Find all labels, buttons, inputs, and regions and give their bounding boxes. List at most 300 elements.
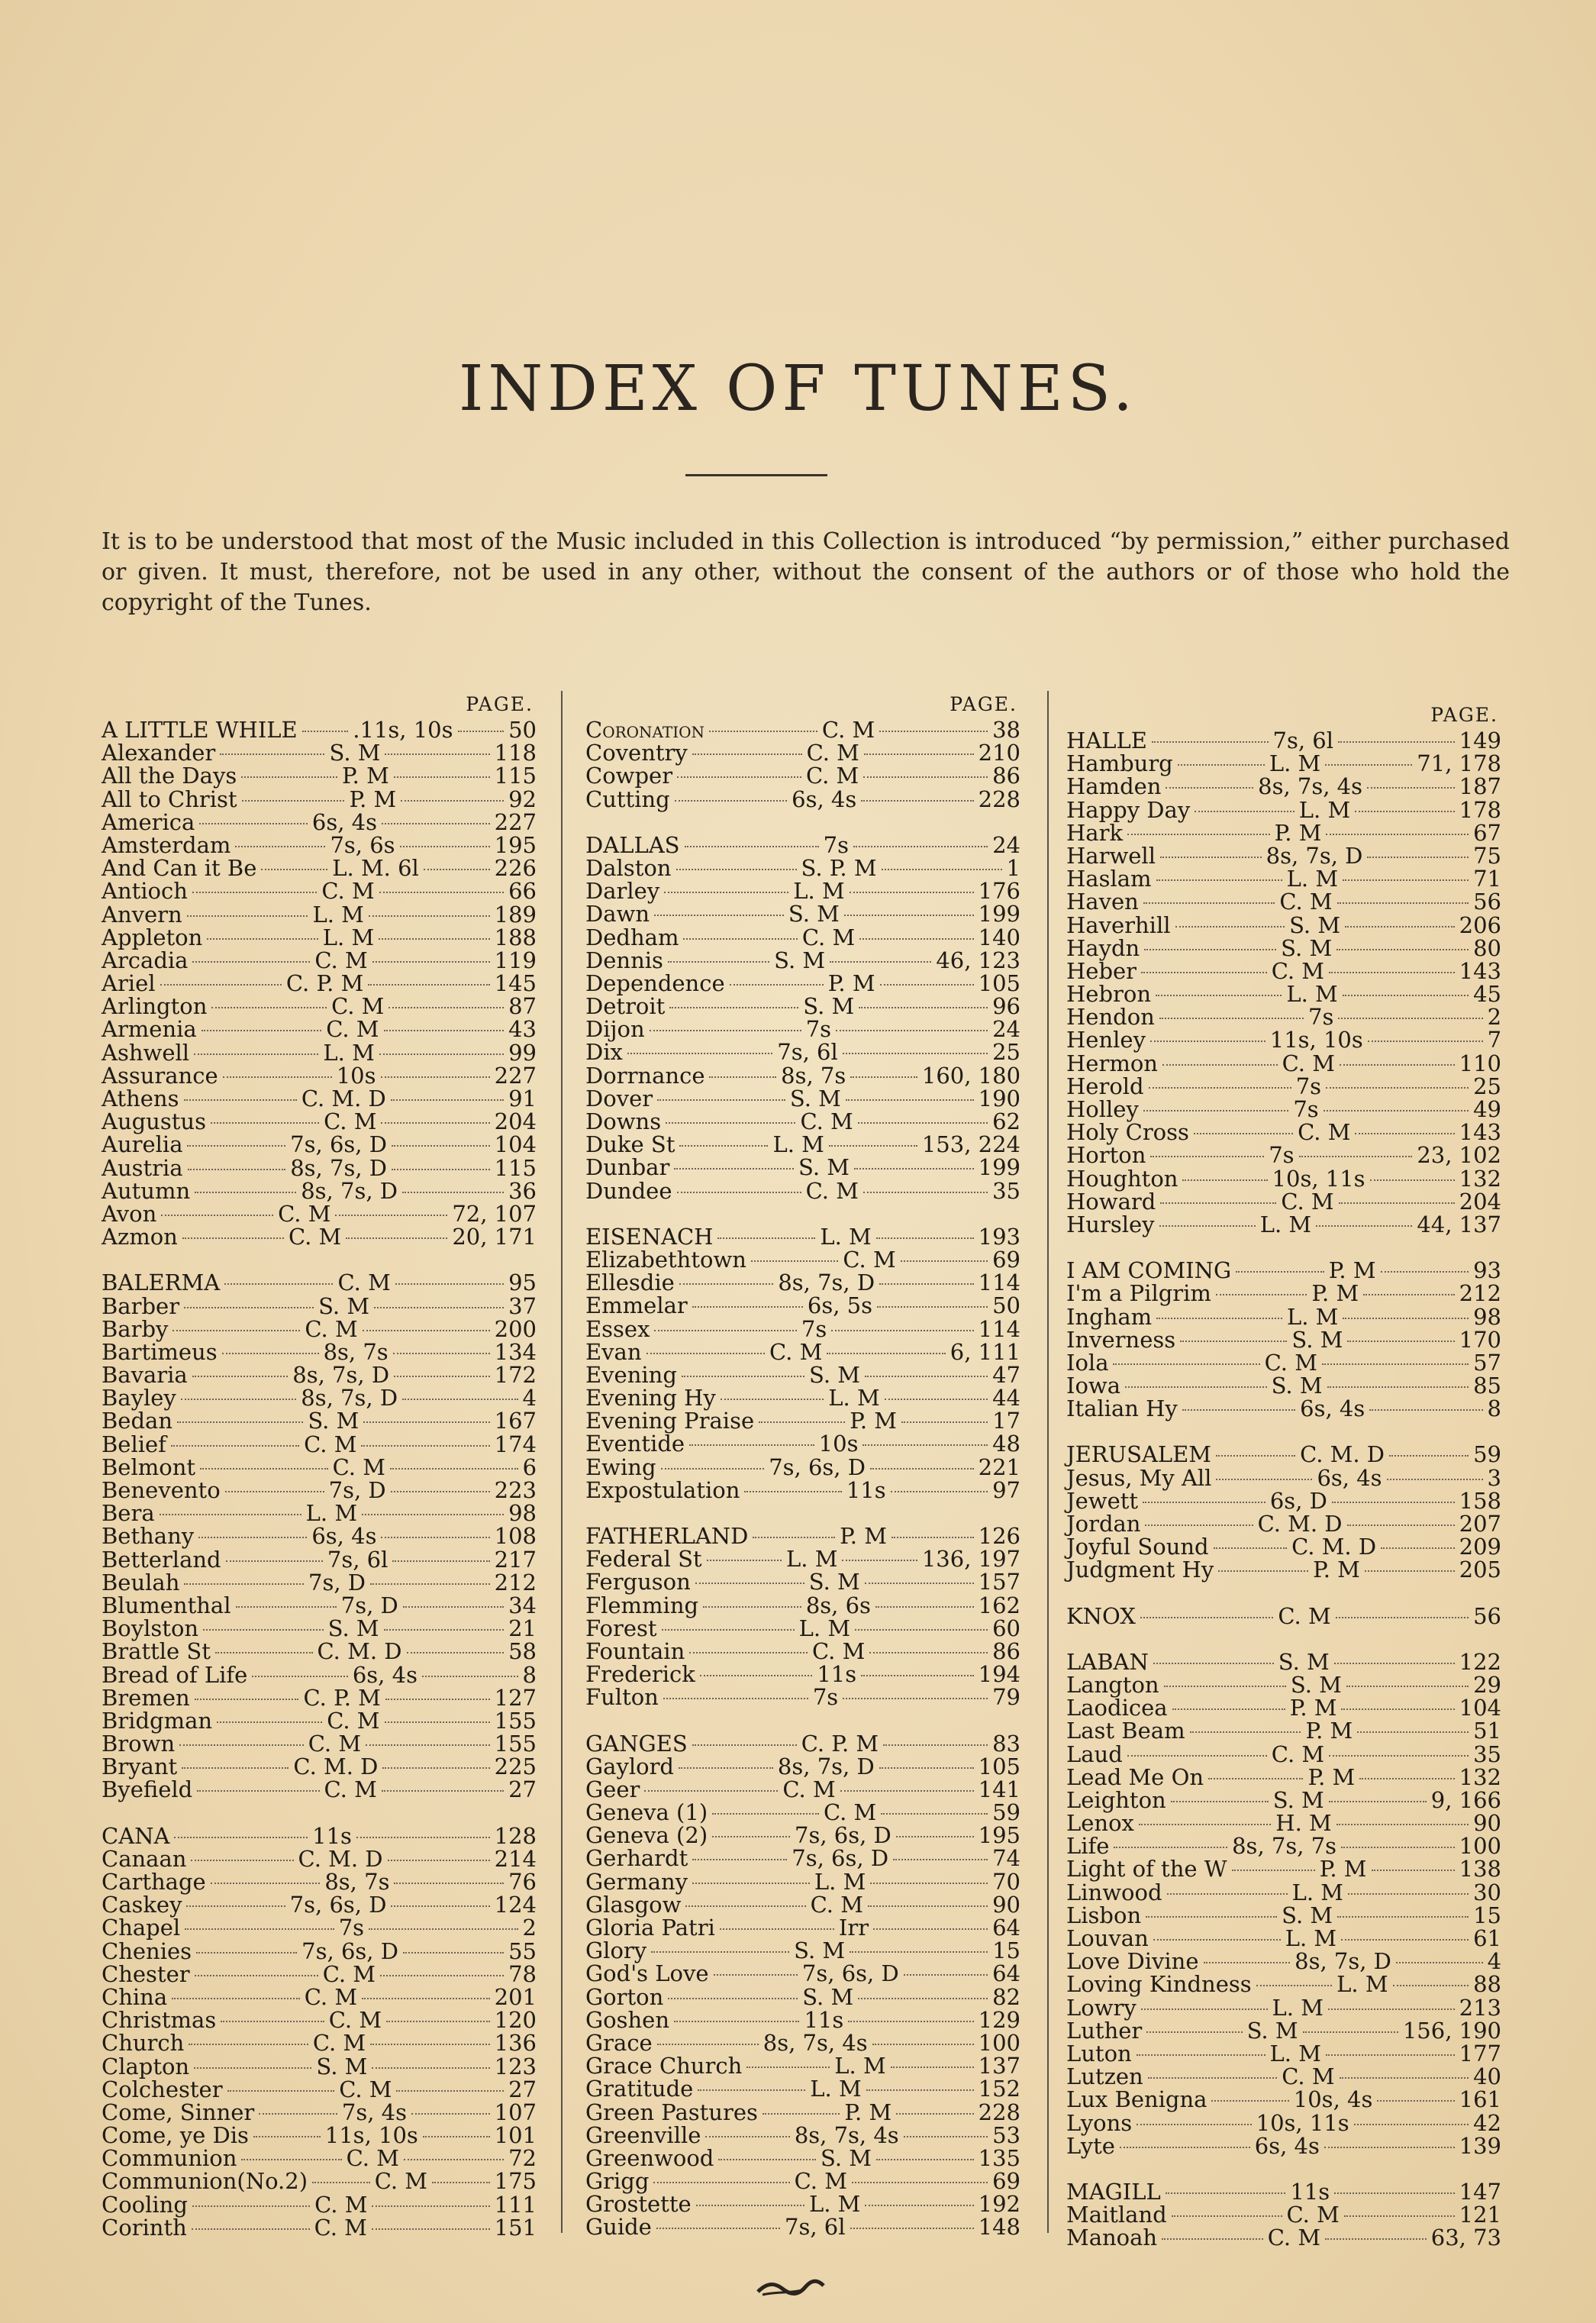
dot-leader: [1156, 1318, 1282, 1319]
tune-page: 1: [1006, 854, 1020, 881]
tune-entry: [585, 926, 1020, 949]
tune-name: Linwood: [1066, 1879, 1162, 1905]
dot-leader: [893, 1859, 988, 1860]
tune-meter: C. M: [324, 1108, 377, 1135]
tune-meter: S. M: [327, 1615, 379, 1642]
tune-meter: P. M: [349, 786, 397, 812]
tune-page: 27: [508, 2076, 537, 2102]
tune-entry: [1066, 1602, 1501, 1629]
dot-leader: [312, 2182, 370, 2183]
dot-leader: [1343, 995, 1469, 996]
tune-name: Gerhardt: [585, 1845, 688, 1872]
tune-entry: [102, 1110, 537, 1133]
dot-leader: [1152, 741, 1269, 743]
group-gap: [102, 1248, 537, 1271]
dot-leader: [177, 1421, 303, 1423]
dot-leader: [200, 1468, 328, 1470]
dot-leader: [181, 1399, 296, 1400]
dot-leader: [1113, 1363, 1259, 1365]
dot-leader: [192, 892, 317, 893]
tune-page: 157: [978, 1569, 1020, 1595]
tune-entry: [102, 1523, 537, 1550]
tune-page: 172: [494, 1362, 537, 1389]
tune-meter: 7s: [801, 1315, 827, 1342]
dot-leader: [374, 1307, 504, 1308]
tune-meter: L. M: [312, 901, 364, 928]
tune-meter: L. M: [834, 2053, 886, 2079]
tune-meter: P. M: [1274, 819, 1322, 846]
dot-leader: [705, 2136, 789, 2137]
dot-leader: [718, 2159, 816, 2160]
tune-entry: [1066, 2203, 1501, 2226]
tune-name: EISENACH: [585, 1223, 714, 1250]
tune-entry: [102, 1225, 537, 1248]
tune-meter: 10s: [336, 1062, 376, 1089]
tune-entry: [585, 1962, 1020, 1985]
tune-meter: L. M: [1269, 2040, 1321, 2067]
tune-meter: C. M: [346, 2145, 399, 2172]
tune-entry: [585, 1570, 1020, 1593]
tune-meter: 6s, 4s: [1317, 1464, 1382, 1491]
tune-meter: C. M: [823, 1799, 877, 1826]
dot-leader: [870, 1468, 974, 1470]
dot-leader: [400, 846, 490, 847]
dot-leader: [363, 1330, 490, 1331]
dot-leader: [836, 1030, 988, 1031]
dot-leader: [382, 1790, 504, 1792]
tune-page: 140: [978, 924, 1021, 950]
dot-leader: [372, 2205, 489, 2207]
tune-entry: [102, 995, 537, 1018]
tune-meter: 8s, 7s, D: [292, 1362, 390, 1389]
tune-meter: 7s, 6l: [327, 1546, 389, 1573]
tune-page: 86: [992, 763, 1021, 789]
dot-leader: [846, 1099, 974, 1101]
tune-meter: 10s: [818, 1431, 859, 1457]
dot-leader: [384, 1030, 505, 1031]
tune-entry: [1066, 890, 1501, 913]
tune-entry: [1066, 1558, 1501, 1581]
dot-leader: [227, 2090, 335, 2092]
tune-entry: [585, 1453, 1021, 1480]
tune-entry: [585, 1546, 1020, 1573]
dot-leader: [184, 1099, 297, 1101]
dot-leader: [192, 2205, 310, 2207]
tune-entry: [102, 1571, 537, 1594]
tune-meter: 7s: [805, 1016, 832, 1043]
tune-entry: [585, 1156, 1020, 1179]
dot-leader: [668, 961, 769, 963]
tune-entry: [585, 2031, 1020, 2054]
tune-entry: [1066, 2226, 1501, 2249]
tune-meter: P. M: [1307, 1763, 1356, 1790]
dot-leader: [865, 2205, 973, 2206]
tune-name: Gratitude: [585, 2076, 694, 2102]
tune-meter: S. M: [809, 1361, 860, 1388]
tune-page: 35: [1473, 1741, 1501, 1767]
tune-name: Joyful Sound: [1066, 1534, 1209, 1560]
tune-entry: [1066, 1075, 1501, 1098]
dot-leader: [651, 1951, 789, 1953]
tune-page: 46, 123: [936, 947, 1021, 973]
tune-page: 176: [978, 878, 1021, 905]
tune-meter: C. M: [805, 763, 859, 789]
tune-page: 4: [522, 1385, 537, 1412]
dot-leader: [692, 1859, 787, 1860]
dot-leader: [1387, 1479, 1483, 1480]
tune-page: 132: [1459, 1763, 1502, 1790]
dot-leader: [664, 892, 788, 893]
dot-leader: [896, 1836, 974, 1837]
dot-leader: [1167, 1893, 1288, 1895]
tune-page: 87: [508, 993, 537, 1020]
dot-leader: [372, 961, 490, 963]
tune-name: Dix: [585, 1039, 623, 1066]
tune-entry: [1066, 1328, 1501, 1351]
dot-leader: [1325, 764, 1412, 766]
tune-name: Lisbon: [1066, 1902, 1142, 1928]
tune-entry: [1066, 1673, 1501, 1696]
tune-page: 170: [1459, 1326, 1502, 1353]
tune-name: Flemming: [585, 1592, 699, 1618]
tune-entry: [585, 1893, 1020, 1916]
tune-name: Bedan: [102, 1408, 173, 1434]
tune-entry: [1066, 1512, 1501, 1535]
tune-name: Evening Praise: [585, 1408, 755, 1434]
tune-meter: L. M: [1286, 981, 1338, 1008]
dot-leader: [392, 1145, 490, 1147]
dot-leader: [369, 915, 490, 917]
tune-meter: S. M: [1289, 911, 1341, 938]
tune-name: JERUSALEM: [1066, 1441, 1212, 1468]
tune-meter: C. M: [331, 993, 385, 1020]
tune-name: Darley: [585, 878, 660, 905]
dot-leader: [901, 1421, 988, 1423]
dot-leader: [366, 1744, 490, 1746]
dot-leader: [1396, 1962, 1483, 1963]
tune-page: 135: [978, 2144, 1021, 2171]
tune-name: Hamburg: [1066, 750, 1173, 777]
dot-leader: [385, 1699, 490, 1700]
tune-name: Aurelia: [102, 1131, 183, 1158]
dot-leader: [386, 2021, 490, 2022]
dot-leader: [1381, 1271, 1469, 1273]
title-rule: [685, 474, 827, 476]
tune-meter: 6s, 4s: [311, 1523, 377, 1550]
tune-page: 193: [978, 1223, 1020, 1250]
tune-entry: [1066, 1881, 1501, 1904]
tune-meter: S. M: [1246, 2017, 1298, 2044]
tune-name: Langton: [1066, 1671, 1159, 1698]
tune-entry: [102, 1202, 537, 1225]
tune-entry: [102, 1064, 537, 1087]
tune-entry: [102, 1018, 537, 1041]
dot-leader: [411, 2113, 490, 2115]
dot-leader: [391, 1905, 489, 1907]
dot-leader: [669, 1007, 798, 1008]
dot-leader: [1127, 834, 1270, 835]
dot-leader: [1322, 1363, 1469, 1365]
tune-entry: [102, 2055, 537, 2078]
dot-leader: [904, 1974, 988, 1976]
tune-page: 21: [508, 1615, 537, 1642]
dot-leader: [215, 1652, 313, 1654]
tune-name: Arlington: [102, 993, 208, 1020]
tune-meter: 11s: [846, 1476, 886, 1503]
tune-meter: 7s, 6l: [785, 2214, 846, 2241]
tune-meter: 7s: [1308, 1004, 1334, 1031]
dot-leader: [202, 1030, 322, 1031]
tune-entry: [1066, 1397, 1501, 1420]
dot-leader: [302, 731, 349, 732]
dot-leader: [346, 1237, 447, 1239]
tune-meter: .11s, 10s: [353, 717, 453, 743]
dot-leader: [392, 1560, 489, 1562]
tune-name: Elizabethtown: [585, 1246, 746, 1273]
tune-page: 132: [1459, 1165, 1501, 1192]
tune-page: 72, 107: [452, 1200, 537, 1227]
tune-name: Amsterdam: [102, 831, 231, 858]
tune-entry: [585, 2168, 1021, 2195]
tune-meter: 7s, 6s, D: [769, 1453, 866, 1480]
tune-meter: L. M: [786, 1546, 838, 1573]
dot-leader: [875, 1606, 974, 1608]
dot-leader: [662, 1629, 795, 1631]
tune-meter: S. M: [789, 1085, 841, 1111]
dot-leader: [682, 1376, 804, 1377]
dot-leader: [424, 869, 490, 870]
tune-meter: C. M: [843, 1246, 896, 1273]
tune-meter: L. M: [305, 1500, 358, 1527]
dot-leader: [876, 2159, 974, 2160]
tune-name: Dennis: [585, 947, 663, 973]
tune-meter: S. M: [1281, 934, 1333, 961]
dot-leader: [1156, 879, 1282, 881]
tune-name: Germany: [585, 1868, 688, 1895]
dot-leader: [843, 1053, 988, 1054]
dot-leader: [1393, 1985, 1469, 1986]
tune-page: 69: [992, 2168, 1021, 2195]
tune-meter: 8s, 7s, D: [1266, 842, 1363, 869]
tune-entry: [585, 2101, 1020, 2124]
dot-leader: [393, 1353, 490, 1354]
tune-name: Communion(No.2): [102, 2168, 308, 2195]
tune-name: Augustus: [102, 1108, 206, 1135]
tune-page: 96: [992, 993, 1021, 1020]
tune-page: 15: [1473, 1902, 1501, 1928]
dot-leader: [668, 1998, 798, 1999]
tune-entry: [102, 2078, 537, 2101]
tune-page: 34: [508, 1592, 537, 1618]
tune-meter: S. M: [798, 1154, 850, 1181]
tune-page: 190: [978, 1085, 1021, 1111]
tune-page: 90: [1473, 1810, 1501, 1837]
dot-leader: [1178, 764, 1265, 766]
dot-leader: [873, 1928, 988, 1930]
tune-name: Last Beam: [1066, 1718, 1185, 1744]
dot-leader: [717, 1237, 815, 1239]
tune-name: Lyte: [1066, 2132, 1115, 2159]
tune-name: A LITTLE WHILE: [102, 717, 298, 743]
tune-entry: [102, 1500, 537, 1527]
tune-entry: [585, 831, 1020, 858]
dot-leader: [1336, 949, 1469, 950]
tune-name: Barber: [102, 1292, 180, 1319]
dot-leader: [391, 1099, 504, 1101]
dot-leader: [1341, 1708, 1454, 1710]
tune-page: 45: [1473, 981, 1501, 1008]
tune-name: Bayley: [102, 1385, 176, 1412]
tune-page: 93: [1473, 1257, 1501, 1284]
tune-name: Bryant: [102, 1754, 178, 1780]
tune-meter: L. M: [772, 1131, 824, 1158]
dot-leader: [677, 1192, 801, 1193]
tune-name: Dijon: [585, 1016, 645, 1043]
tune-meter: 11s: [804, 2006, 844, 2033]
tune-meter: L. M. 6l: [332, 855, 419, 882]
tune-name: Fountain: [585, 1637, 685, 1664]
tune-meter: C. M: [1282, 1050, 1335, 1076]
dot-leader: [666, 1122, 795, 1124]
tune-meter: 8s, 7s, 7s: [1232, 1833, 1336, 1860]
tune-meter: C. M: [801, 924, 856, 950]
tune-name: Geneva (2): [585, 1822, 708, 1849]
dot-leader: [361, 1445, 489, 1447]
tune-name: I AM COMING: [1066, 1257, 1232, 1284]
tune-meter: P. M: [844, 2099, 892, 2125]
tune-entry: [585, 1087, 1020, 1110]
dot-leader: [1204, 1962, 1291, 1963]
tune-name: I'm a Pilgrim: [1066, 1280, 1211, 1307]
tune-meter: P. M: [1311, 1280, 1359, 1307]
tune-entry: [102, 1409, 537, 1432]
dot-leader: [1355, 811, 1455, 812]
tune-name: Belmont: [102, 1453, 196, 1480]
tune-name: Lenox: [1066, 1810, 1134, 1837]
tune-entry: [1066, 1856, 1501, 1883]
tune-name: Grace: [585, 2029, 653, 2056]
dot-leader: [384, 1629, 505, 1631]
tune-entry: [585, 1617, 1020, 1640]
tune-meter: C. M: [305, 1315, 358, 1342]
tune-name: Barby: [102, 1315, 169, 1342]
tune-meter: C. M. D: [298, 1845, 383, 1872]
tune-name: Inverness: [1066, 1326, 1176, 1353]
tune-name: Federal St: [585, 1546, 702, 1573]
tune-name: Lutzen: [1066, 2063, 1143, 2090]
page-title: INDEX OF TUNES.: [458, 353, 1138, 425]
tune-meter: 7s: [823, 831, 849, 858]
tune-page: 120: [494, 2007, 537, 2034]
tune-entry: [1066, 1763, 1502, 1790]
page-header: PAGE.: [466, 693, 534, 715]
dot-leader: [1338, 741, 1455, 743]
tune-meter: 8s, 7s, D: [301, 1385, 398, 1412]
tune-page: 50: [508, 717, 537, 743]
tune-page: 4: [1487, 1948, 1502, 1975]
dot-leader: [1214, 1547, 1288, 1549]
dot-leader: [852, 2182, 988, 2183]
tune-name: Come, ye Dis: [102, 2122, 249, 2149]
tune-name: Betterland: [102, 1546, 221, 1573]
tune-meter: 8s, 7s: [323, 1338, 389, 1365]
tune-meter: L. M: [810, 2076, 862, 2102]
tune-entry: [102, 1154, 537, 1181]
tune-entry: [1066, 1028, 1501, 1051]
tune-page: 24: [992, 831, 1020, 858]
dot-leader: [1324, 2147, 1455, 2148]
dot-leader: [1370, 1179, 1455, 1181]
tune-name: Avon: [102, 1200, 157, 1227]
tune-entry: [1066, 2134, 1501, 2157]
tune-name: Chester: [102, 1960, 190, 1987]
tune-name: Laud: [1066, 1741, 1123, 1767]
tune-entry: [1066, 1996, 1501, 2019]
tune-page: 155: [494, 1731, 537, 1757]
tune-name: Bavaria: [102, 1362, 188, 1389]
dot-leader: [1153, 1939, 1281, 1941]
tune-meter: P. M: [1313, 1557, 1360, 1583]
tune-meter: S. M: [316, 2053, 368, 2079]
tune-entry: [1066, 957, 1502, 984]
dot-leader: [644, 1790, 778, 1792]
tune-page: 69: [992, 1246, 1021, 1273]
tune-page: 195: [494, 831, 537, 858]
tune-page: 210: [978, 740, 1020, 766]
tune-meter: C. M: [322, 1960, 376, 1987]
tune-entry: [102, 741, 537, 764]
tune-entry: [1066, 1190, 1501, 1213]
tune-name: Alexander: [102, 740, 216, 766]
tune-meter: 10s, 11s: [1272, 1165, 1365, 1192]
dot-leader: [195, 1699, 299, 1700]
tune-entry: [102, 1133, 537, 1156]
tune-name: Ellesdie: [585, 1270, 675, 1296]
dot-leader: [904, 2136, 988, 2137]
tune-name: Greenville: [585, 2121, 701, 2148]
tune-entry: [1066, 1696, 1501, 1719]
dot-leader: [1328, 2008, 1455, 2010]
dot-leader: [891, 1491, 988, 1492]
tune-meter: 8s, 6s: [805, 1592, 871, 1618]
dot-leader: [696, 2205, 804, 2206]
tune-meter: 7s, 6s, D: [301, 1937, 398, 1964]
dot-leader: [382, 1767, 489, 1769]
dot-leader: [1140, 1617, 1273, 1618]
tune-page: 8: [1487, 1395, 1501, 1422]
dot-leader: [171, 1445, 299, 1447]
tune-name: Gloria Patri: [585, 1915, 715, 1941]
tune-name: Detroit: [585, 993, 666, 1020]
tune-entry: [585, 1315, 1020, 1342]
dot-leader: [901, 1260, 988, 1262]
dot-leader: [242, 800, 345, 802]
dot-leader: [883, 1744, 988, 1746]
tune-entry: [585, 1939, 1020, 1962]
tune-page: 118: [494, 740, 537, 766]
tune-name: Evening Hy: [585, 1385, 716, 1412]
dot-leader: [869, 1652, 988, 1654]
dot-leader: [685, 846, 819, 847]
tune-meter: 8s, 7s, 4s: [1258, 773, 1362, 800]
tune-meter: S. M: [808, 1569, 860, 1595]
dot-leader: [1159, 1225, 1256, 1227]
tune-page: 17: [992, 1408, 1020, 1434]
dot-leader: [861, 800, 973, 802]
tune-entry: [1066, 2109, 1502, 2136]
dot-leader: [391, 1491, 490, 1492]
dot-leader: [1369, 1409, 1482, 1411]
